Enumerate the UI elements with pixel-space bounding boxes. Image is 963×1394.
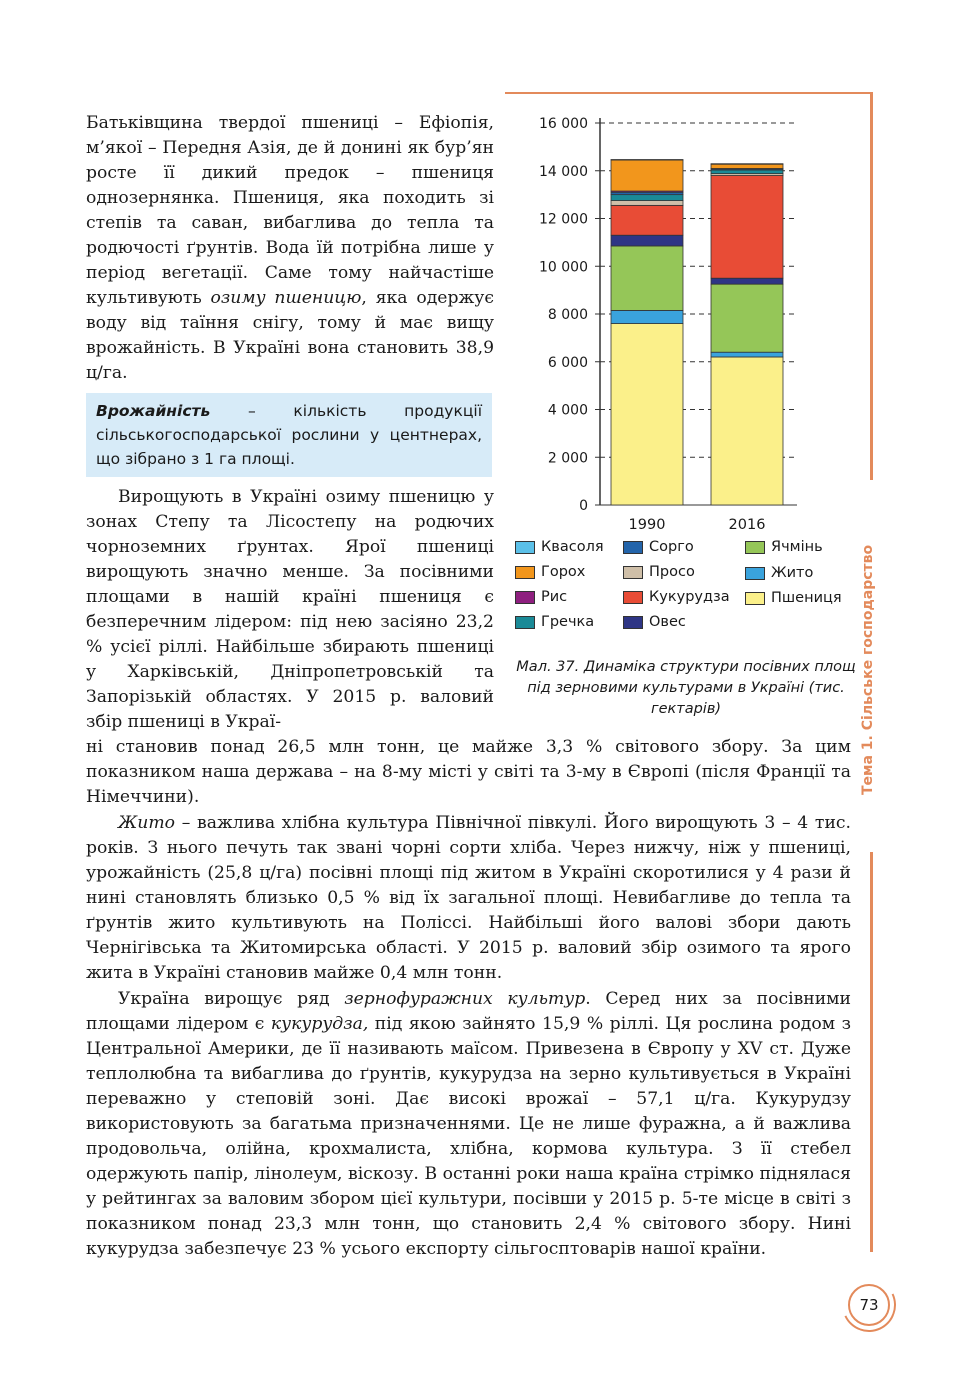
bar-segment [711,352,783,357]
y-tick-label: 8 000 [547,307,588,323]
paragraph-corn-end: під якою зайнято 15,9 % ріллі. Ця рослина родом з Центральної Америки, де її називають маїсом. Привезена в Європу у XV ст. Дуже теплолюбна та вибаглива до ґрунтів, кукурудза на зерно культивується в Україні переважно у степовій зоні. Дає високі врожаї – 57,1 ц/га. Кукурудзу використовують за багатьма призначеннями. Це не лише фуражна, а й важлива продовольча, олійна, крохмалиста, хлібна, кормова культура. З її стебел одержують папір, лінолеум, віскозу. В останні роки наша країна стрімко піднялася у рейтингах за валовим збором цієї культури, посівши у 2015 р. 5-те місце в світі з показником понад 23,3 млн тонн, що становить 2,4 % світового збору. Нині кукурудза забезпечує 23 % усього експорту сільгосптоварів нашої країни. [86,1014,851,1259]
paragraph-corn-italic2: кукурудза, [270,1014,369,1034]
bar-segment [711,357,783,505]
decor-line-right-top [870,92,873,480]
legend-swatch [745,592,765,605]
legend-swatch [623,541,643,554]
y-tick-label: 12 000 [539,211,588,228]
bar-segment [711,284,783,352]
chart-svg [505,100,865,540]
legend-swatch [515,616,535,629]
bar-segment [611,160,683,191]
paragraph-corn [86,987,851,1262]
bar-segment [611,246,683,310]
definition-term: Врожайність [96,402,211,420]
legend-label: Кукурудза [649,589,730,605]
x-tick-label: 2016 [728,517,766,533]
decor-line-right-bottom [870,852,873,1252]
bar-segment [711,164,783,165]
legend-label: Жито [771,565,814,581]
y-tick-label: 0 [579,498,588,514]
paragraph-italic-rye: Жито [118,813,176,833]
bar-segment [611,195,683,201]
legend-label: Ячмінь [771,539,823,555]
bar-segment [611,201,683,206]
bar-segment [711,176,783,279]
bar-segment [611,310,683,323]
figure-caption: Мал. 37. Динаміка структури посівних площ під зерновими культурами в Україні (тис. гектарів) [516,659,856,717]
legend-label: Гречка [541,614,595,630]
paragraph-text-end: , яка одержує воду від таїння снігу, тому й має вищу врожайність. В Україні вона становить 38,9 ц/га. [86,288,495,383]
legend-item [623,537,694,557]
legend-item [745,588,842,608]
legend-swatch [745,541,765,554]
legend-item [745,563,813,583]
legend-item [515,562,585,582]
paragraph-rye-text: – важлива хлібна культура Північної півкулі. Його вирощують 3 – 4 тис. років. З нього печуть так звані чорні сорти хліба. Через нижчу, ніж у пшениці, урожайність (25,8 ц/га) посівні площі під житом в Україні скоротилися у 4 рази й нині становлять близько 0,5 % від їх загальної площі. Невибагливе до тепла та ґрунтів жито культивують на Поліссі. Найбільші його валові збори дають Чернігівська та Житомирська області. У 2015 р. валовий збір озимого та ярого жита в Україні становив майже 0,4 млн тонн. [86,813,851,983]
legend-item [623,587,730,607]
bar-segment [711,164,783,168]
y-tick-label: 10 000 [539,259,588,276]
paragraph-wheat-harvest: ні становив понад 26,5 млн тонн, це майже 3,3 % світового збору. За цим показником наша держава – на 8-му місті у світі та 3-му в Європі (після Франції та Німеччини). [86,737,851,807]
legend-item [623,612,686,632]
bar-segment [611,235,683,246]
legend-swatch [745,567,765,580]
page-number: 73 [848,1284,890,1326]
paragraph-rye [86,811,851,986]
y-tick-label: 4 000 [547,402,588,419]
paragraph-corn-italic1: зернофуражних культур [344,989,586,1009]
paragraph-corn-start: Україна вирощує ряд [118,989,345,1009]
legend-swatch [623,591,643,604]
paragraph-corn-mid: . Серед них за посівними площами лідером є [86,989,851,1034]
legend-swatch [623,566,643,579]
bar-segment [611,205,683,235]
legend-item [515,537,604,557]
bar-segment [711,170,783,174]
legend-swatch [515,591,535,604]
bar-segment [711,278,783,284]
paragraph-text: Батьківщина твердої пшениці – Ефіопія, м’якої – Передня Азія, де й донині як бур’ян росте її дикий предок – пшениця однозернянка. Пшениця, яка походить зі степів та саван, вибаглива до тепла та родючості ґрунтів. Вода їй потрібна лише у період вегетації. Саме тому найчастіше культивують [86,113,494,308]
chapter-side-label: Тема 1. Сільське господарство [860,544,876,795]
legend-label: Просо [649,564,695,580]
decor-line-top [505,92,873,94]
x-tick-label: 1990 [628,517,666,533]
definition-box [86,393,492,477]
legend-item [515,612,594,632]
legend-item [515,587,567,607]
bar-segment [611,160,683,161]
legend-swatch [623,616,643,629]
legend-item [623,562,695,582]
y-tick-label: 6 000 [547,354,588,371]
definition-text: – кількість продукції сільськогосподарської рослини у центнерах, що зібрано з 1 га площі. [96,402,482,468]
paragraph-italic: озиму пшеницю [210,288,362,308]
bar-segment [611,324,683,505]
paragraph-wheat-origin [86,111,494,386]
legend-label: Горох [541,564,586,580]
legend-item [745,537,823,557]
y-tick-label: 16 000 [539,116,588,132]
legend-label: Сорго [649,539,694,555]
legend-label: Овес [649,614,686,630]
y-tick-label: 14 000 [539,163,588,180]
legend-label: Пшениця [771,590,842,606]
chart-legend [515,537,860,637]
y-tick-label: 2 000 [547,450,588,467]
legend-label: Рис [541,589,568,605]
legend-swatch [515,566,535,579]
legend-swatch [515,541,535,554]
paragraph-wheat-regions: Вирощують в Україні озиму пшеницю у зонах Степу та Лісостепу на родючих чорноземних ґрунтах. Ярої пшениці вирощують значно менше. За посівними площами в нашій країні пшениця є безперечним лідером: під нею засіяно 23,2 % усієї ріллі. Найбільше збирають пшениці у Харківській, Дніпропетровській та Запорізькій областях. У 2015 р. валовий збір пшениці в Украї- [86,487,494,732]
legend-label: Квасоля [541,539,604,555]
